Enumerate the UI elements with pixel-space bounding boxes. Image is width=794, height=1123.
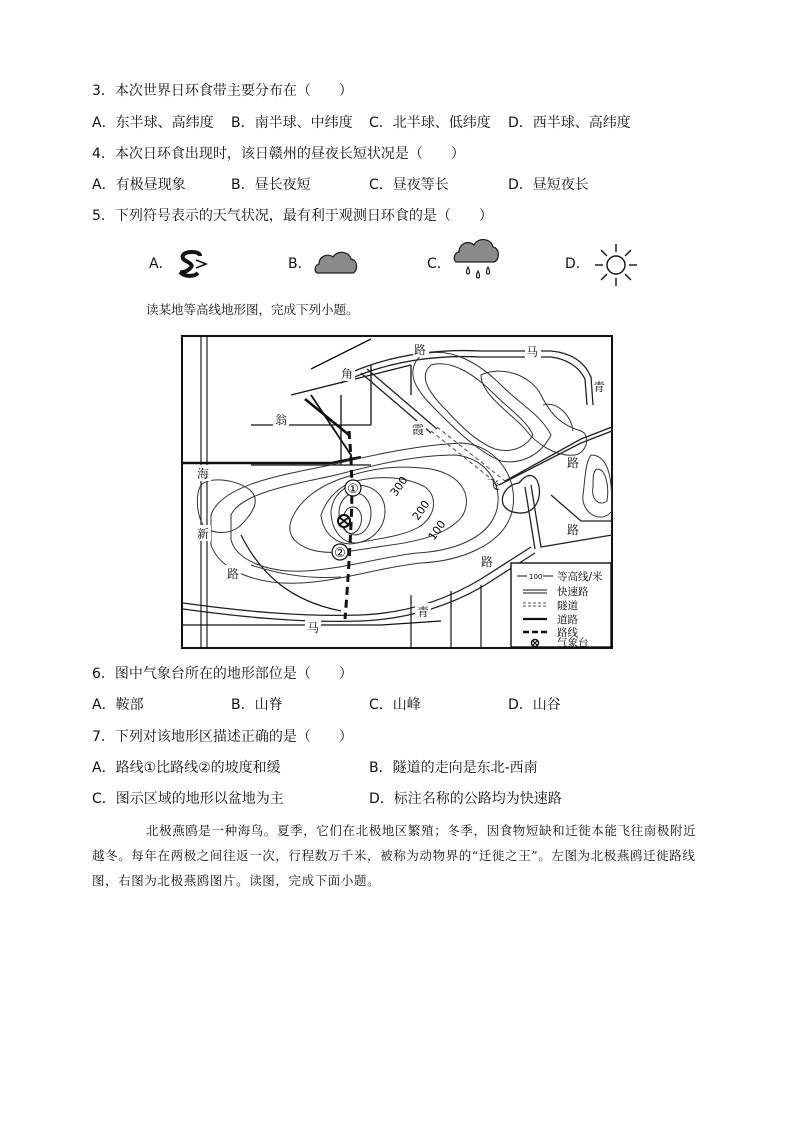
marker-2: ② [334, 546, 346, 561]
q6-stem: 6．图中气象台所在的地形部位是（ ） [92, 666, 353, 682]
contour-label-300: 300 [387, 474, 411, 499]
legend-route: 路线 [557, 627, 578, 639]
road-char-jiao: 角 [341, 367, 354, 381]
q5-stem: 5．下列符号表示的天气状况，最有利于观测日环食的是（ ） [92, 208, 493, 224]
q4-option-c: C．昼夜等长 [369, 177, 449, 193]
legend-expressway: 快速路 [557, 586, 589, 598]
map-intro: 读某地等高线地形图，完成下列小题。 [146, 302, 359, 317]
marker-1: ① [347, 482, 359, 497]
sandstorm-icon [172, 248, 212, 280]
q6-option-a: A．鞍部 [92, 697, 144, 713]
contour-label-200: 200 [409, 498, 433, 523]
q3-option-b: B．南半球、中纬度 [231, 115, 353, 131]
q4-option-b: B．昼长夜短 [231, 177, 311, 193]
road-char-hai: 海 [197, 467, 210, 481]
road-char-lu-right2: 路 [567, 523, 580, 537]
road-char-ma-south: 马 [307, 621, 320, 635]
q5-option-c: C． [427, 256, 451, 272]
road-char-lu-left: 路 [227, 567, 240, 581]
q5-option-b: B． [288, 256, 312, 272]
legend-contour-sample: 100 [529, 573, 543, 581]
q5-option-a: A． [149, 256, 173, 272]
q5-option-d: D． [565, 256, 590, 272]
legend-contour-label: 等高线/米 [557, 571, 603, 583]
road-char-ma-top: 马 [526, 345, 539, 359]
road-char-lu-top: 路 [414, 343, 427, 357]
passage-arctic-tern: 北极燕鸥是一种海鸟。夏季，它们在北极地区繁殖；冬季，因食物短缺和迁徙本能飞往南极附近越冬。每年在两极之间往返一次，行程数万千米，被称为动物界的“迁徙之王”。左图为北极燕鸥迁徙路线图，右图为北极燕鸥图片。读图，完成下面小题。 [92, 823, 697, 888]
road-char-xin: 新 [197, 527, 210, 541]
q4-option-d: D．昼短夜长 [508, 177, 589, 193]
road-char-xia: 霞 [412, 423, 425, 437]
q7-stem: 7．下列对该地形区描述正确的是（ ） [92, 729, 353, 745]
q3-stem: 3．本次世界日环食带主要分布在（ ） [92, 83, 353, 99]
legend-weather-station: 气象台 [557, 637, 589, 649]
q3-option-c: C．北半球、低纬度 [369, 115, 491, 131]
q3-option-d: D．西半球、高纬度 [508, 115, 631, 131]
road-char-qing-top: 青 [593, 380, 606, 394]
weather-station-icon [338, 515, 350, 527]
road-char-qing-south: 青 [417, 605, 430, 619]
legend-tunnel: 隧道 [557, 600, 578, 612]
road-char-lu-right1: 路 [567, 456, 580, 470]
q7-option-b: B．隧道的走向是东北-西南 [369, 760, 538, 776]
rain-icon [452, 236, 502, 282]
overcast-icon [313, 247, 359, 279]
q6-option-d: D．山谷 [508, 697, 561, 713]
contour-label-100: 100 [425, 518, 449, 543]
q7-option-a: A．路线①比路线②的坡度和缓 [92, 760, 281, 776]
road-char-lu-south: 路 [481, 555, 494, 569]
q6-option-c: C．山峰 [369, 697, 421, 713]
q6-option-b: B．山脊 [231, 697, 283, 713]
q4-stem: 4．本次日环食出现时，该日赣州的昼夜长短状况是（ ） [92, 146, 465, 162]
q7-option-d: D．标注名称的公路均为快速路 [369, 791, 562, 807]
q3-option-a: A．东半球、高纬度 [92, 115, 214, 131]
road-char-weng: 翁 [275, 413, 288, 427]
q7-option-c: C．图示区域的地形以盆地为主 [92, 791, 284, 807]
contour-map [181, 335, 613, 649]
map-legend [511, 563, 611, 649]
road-char-fei: 飞 [487, 478, 500, 492]
legend-road: 道路 [557, 614, 578, 626]
sunny-icon [593, 242, 639, 288]
q4-option-a: A．有极昼现象 [92, 177, 186, 193]
